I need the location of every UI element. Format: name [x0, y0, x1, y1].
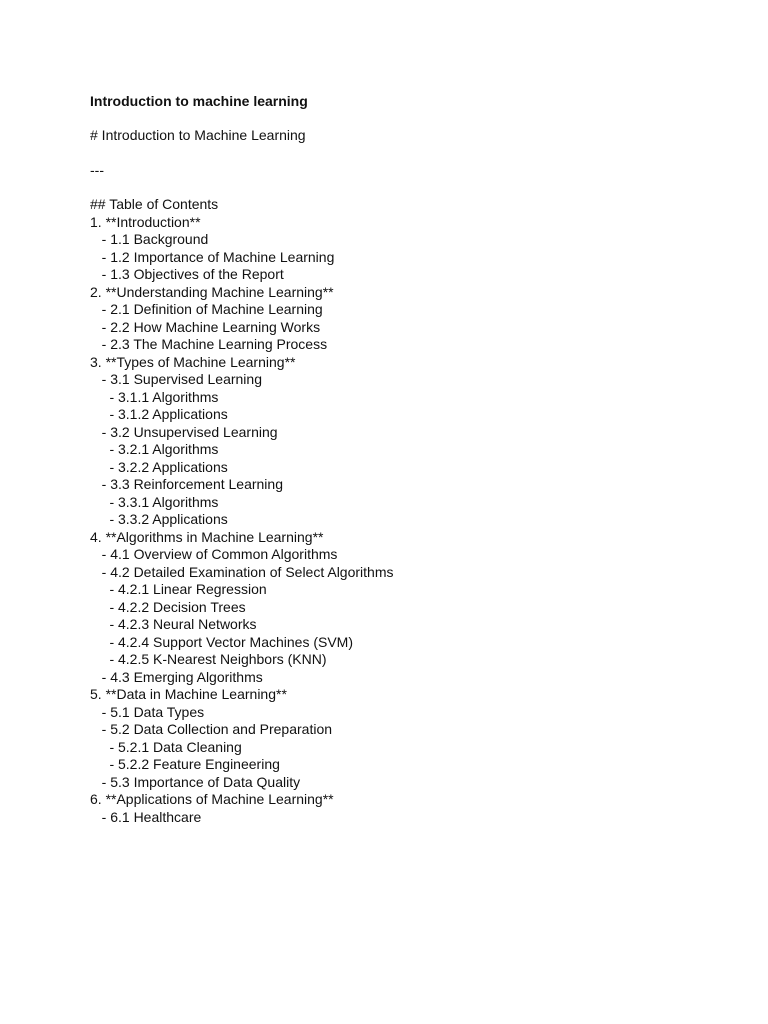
markdown-heading: # Introduction to Machine Learning: [90, 127, 306, 143]
toc-entry: - 6.1 Healthcare: [90, 808, 202, 825]
toc-entry: - 3.1.2 Applications: [90, 406, 228, 422]
toc-entry: - 4.2.4 Support Vector Machines (SVM): [90, 633, 353, 650]
toc-entry: - 3.3.2 Applications: [90, 511, 228, 527]
document-page: [90, 92, 730, 826]
toc-section: [90, 686, 730, 791]
toc-entry: - 1.3 Objectives of the Report: [90, 266, 284, 282]
toc-entry: - 5.3 Importance of Data Quality: [90, 773, 301, 790]
toc-section: [90, 791, 730, 826]
toc-entry: - 5.1 Data Types: [90, 703, 205, 720]
toc-entry: - 4.2.1 Linear Regression: [90, 581, 267, 597]
toc-entry: - 4.2.2 Decision Trees: [90, 598, 246, 615]
toc-entry: - 3.1 Supervised Learning: [90, 371, 262, 387]
toc-entry: - 3.2.1 Algorithms: [90, 441, 219, 457]
toc-entry: - 3.3.1 Algorithms: [90, 493, 219, 510]
toc-entry: - 3.2 Unsupervised Learning: [90, 423, 278, 440]
toc-entry: - 1.2 Importance of Machine Learning: [90, 248, 335, 265]
toc-section: [90, 214, 730, 284]
toc-entry: - 4.2.3 Neural Networks: [90, 616, 257, 632]
document-title: Introduction to machine learning: [90, 93, 308, 109]
toc-entry: - 5.2 Data Collection and Preparation: [90, 721, 333, 737]
toc-section-title: 3. **Types of Machine Learning**: [90, 353, 296, 370]
toc-entry: - 4.3 Emerging Algorithms: [90, 668, 263, 685]
toc-section-title: 2. **Understanding Machine Learning**: [90, 283, 334, 300]
horizontal-rule-marker: ---: [90, 161, 104, 178]
toc-entry: - 4.2.5 K-Nearest Neighbors (KNN): [90, 651, 327, 667]
toc-heading: ## Table of Contents: [90, 196, 219, 212]
toc-section-title: 5. **Data in Machine Learning**: [90, 686, 287, 702]
toc-entry: - 3.1.1 Algorithms: [90, 388, 219, 405]
toc-section-title: 4. **Algorithms in Machine Learning**: [90, 528, 324, 545]
toc-entry: - 5.2.1 Data Cleaning: [90, 738, 242, 755]
toc-entry: - 2.1 Definition of Machine Learning: [90, 301, 323, 317]
toc-entry: - 5.2.2 Feature Engineering: [90, 756, 280, 772]
toc-section: [90, 354, 730, 529]
toc-entry: - 4.2 Detailed Examination of Select Algorithms: [90, 563, 394, 580]
toc-entry: - 3.3 Reinforcement Learning: [90, 476, 283, 492]
table-of-contents: [90, 214, 730, 827]
toc-entry: - 2.3 The Machine Learning Process: [90, 336, 328, 352]
toc-entry: - 3.2.2 Applications: [90, 458, 228, 475]
toc-section: [90, 284, 730, 354]
toc-entry: - 2.2 How Machine Learning Works: [90, 318, 321, 335]
toc-entry: - 1.1 Background: [90, 231, 209, 247]
toc-entry: - 4.1 Overview of Common Algorithms: [90, 546, 338, 562]
toc-section: [90, 529, 730, 687]
toc-section-title: 6. **Applications of Machine Learning**: [90, 791, 334, 807]
toc-section-title: 1. **Introduction**: [90, 213, 201, 230]
